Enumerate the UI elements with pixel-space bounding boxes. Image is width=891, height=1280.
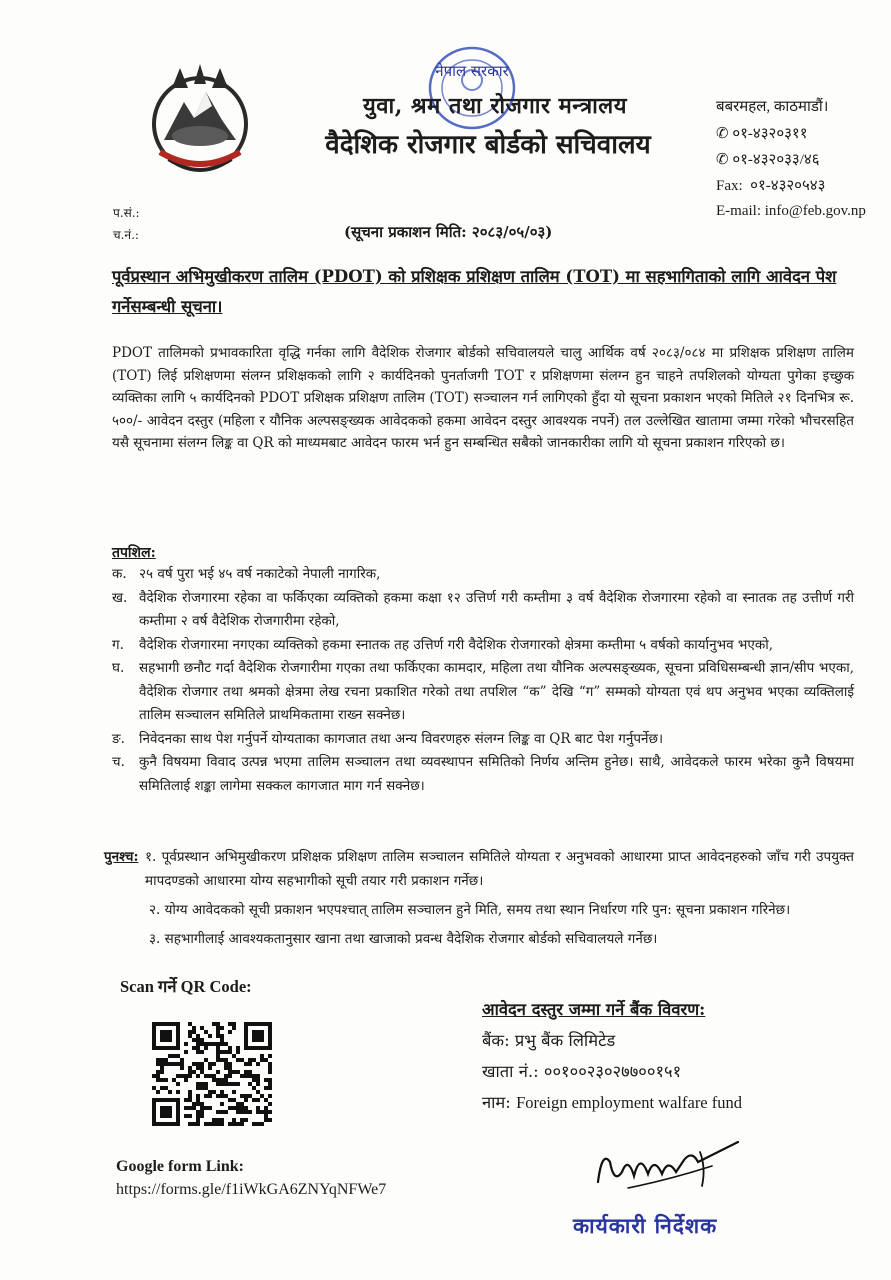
account-number: खाता नं.: ००१००२३०२७७००१५१ — [482, 1062, 682, 1081]
list-item: घ. सहभागी छनौट गर्दा वैदेशिक रोजगारीमा गएका तथा फर्किएका कामदार, महिला तथा यौनिक अल्पसङ्ख्यक, सूचना प्रविधिसम्बन्धी ज्ञान/सीप भएका, वैदेशिक रोजगार तथा श्रमको क्षेत्रमा लेख रचना प्रकाशित गरेको तथा तपशिल “क” देखि “ग” सम्मको योग्यता एवं थप अनुभव भएका व्यक्तिलाई तालिम सञ्चालन समितिले प्राथमिकतामा राख्न सक्नेछ। — [112, 660, 854, 723]
ref-pa: प.सं.: — [113, 206, 140, 220]
reference-numbers — [113, 202, 140, 246]
postscript-item-1: १. पूर्वप्रस्थान अभिमुखीकरण प्रशिक्षक प्रशिक्षण तालिम सञ्चालन समितिले योग्यता र अनुभवको आधारमा प्राप्त आवेदनहरुको जाँच गरी उपयुक्त मापदण्डको आधारमा योग्य सहभागीको सूची तयार गरी प्रकाशन गर्नेछ। — [145, 849, 854, 889]
designation: कार्यकारी निर्देशक — [573, 1213, 718, 1238]
signature — [588, 1132, 748, 1204]
secretariat-name: वैदेशिक रोजगार बोर्डको सचिवालय — [325, 130, 651, 160]
ministry-name: युवा, श्रम तथा रोजगार मन्त्रालय — [363, 93, 627, 119]
list-item: ङ. निवेदनका साथ पेश गर्नुपर्ने योग्यताका कागजात तथा अन्य विवरणहरु संलग्न लिङ्क वा QR बाट पेश गर्नुपर्नेछ। — [112, 730, 664, 747]
bank-details — [482, 994, 742, 1118]
account-name-label: नाम: — [482, 1093, 511, 1112]
postscript-label: पुनश्च: — [104, 849, 139, 865]
qr-code[interactable] — [147, 1022, 277, 1126]
stamp-text: नेपाल सरकार — [435, 62, 509, 80]
phone-icon: ✆ — [716, 150, 729, 168]
list-item: ग. वैदेशिक रोजगारमा नगएका व्यक्तिको हकमा स्नातक तह उत्तिर्ण गरी वैदेशिक रोजगारको क्षेत्रमा कम्तीमा ५ वर्षको कार्यानुभव भएको, — [112, 636, 773, 653]
account-name: Foreign employment walfare fund — [516, 1093, 743, 1112]
google-form-label: Google form Link: — [116, 1158, 244, 1175]
google-form — [116, 1155, 386, 1201]
postscript-item-2: २. योग्य आवेदकको सूची प्रकाशन भएपश्चात् तालिम सञ्चालन हुने मिति, समय तथा स्थान निर्धारण गरि पुन: सूचना प्रकाशन गरिनेछ। — [149, 902, 791, 918]
phone-2: ०१-४३२०३३/४६ — [732, 152, 820, 168]
contact-block — [716, 95, 866, 225]
fax-number: ०१-४३२०५४३ — [750, 177, 826, 194]
notice-body: PDOT तालिमको प्रभावकारिता वृद्धि गर्नका लागि वैदेशिक रोजगार बोर्डको सचिवालयले चालु आर्थिक वर्ष २०८३/०८४ मा प्रशिक्षक प्रशिक्षण तालिम (TOT) लिई प्रशिक्षणमा संलग्न प्रशिक्षकको लागि २ कार्यदिनको पुनर्ताजगी TOT र प्रशिक्षणमा संलग्न हुन चाहने तपशिलको योग्यता पुगेका इच्छुक व्यक्तिका लागि ५ कार्यदिनको PDOT प्रशिक्षक प्रशिक्षण तालिम (TOT) सञ्चालन गर्न लागिएको हुँदा यो सूचना प्रकाशन भएको मितिले २१ दिनभित्र रू. ५००/- आवेदन दस्तुर (महिला र यौनिक अल्पसङ्ख्यक आवेदकको हकमा आवेदन दस्तुर आवश्यक नपर्ने) तल उल्लेखित खातामा जम्मा गरेको भौचरसहित यसै सूचनामा संलग्न लिङ्क वा QR को माध्यमबाट आवेदन फारम भर्न हुन सम्बन्धित सबैको जानकारीका लागि यो सूचना प्रकाशन गरिएको छ। — [112, 345, 854, 451]
government-stamp — [408, 40, 536, 136]
publication-date: (सूचना प्रकाशन मिति: २०८३/०५/०३) — [344, 223, 553, 241]
list-item: च. कुनै विषयमा विवाद उत्पन्न भएमा तालिम सञ्चालन तथा व्यवस्थापन समितिको निर्णय अन्तिम हुनेछ। साथै, आवेदकले फारम भरेका कुनै विषयमा समितिलाई शङ्का लागेमा सक्कल कागजात माग गर्न सक्नेछ। — [112, 754, 854, 794]
phone-1: ०१-४३२०३११ — [732, 125, 808, 142]
bank-name: बैंक: प्रभु बैंक लिमिटेड — [482, 1031, 616, 1050]
postscript — [104, 845, 854, 951]
list-item: ख. वैदेशिक रोजगारमा रहेका वा फर्किएका व्यक्तिको हकमा कक्षा १२ उत्तिर्ण गरी कम्तीमा ३ वर्ष वैदेशिक रोजगारमा रहेको वा स्नातक तह उत्तीर्ण गरी कम्तीमा २ वर्ष वैदेशिक रोजगारीमा रहेको, — [112, 589, 854, 629]
ref-cha: च.नं.: — [113, 228, 139, 242]
nepal-government-emblem — [150, 62, 250, 180]
postscript-item-3: ३. सहभागीलाई आवश्यकतानुसार खाना तथा खाजाको प्रवन्ध वैदेशिक रोजगार बोर्डको सचिवालयले गर्नेछ। — [149, 931, 658, 947]
google-form-url[interactable]: https://forms.gle/f1iWkGA6ZNYqNFWe7 — [116, 1181, 387, 1198]
qr-label: Scan गर्ने QR Code: — [120, 977, 252, 996]
email-label: E-mail: — [716, 203, 761, 219]
address: बबरमहल, काठमाडौं। — [716, 99, 829, 115]
email-address: info@feb.gov.np — [764, 203, 866, 219]
notice-subject: पूर्वप्रस्थान अभिमुखीकरण तालिम (PDOT) को प्रशिक्षक प्रशिक्षण तालिम (TOT) मा सहभागिताको लागि आवेदन पेश गर्नेसम्बन्धी सूचना। — [112, 267, 837, 316]
fax-label: Fax: — [716, 177, 743, 194]
list-item: क. २५ वर्ष पुरा भई ४५ वर्ष नकाटेको नेपाली नागरिक, — [112, 566, 381, 582]
phone-icon: ✆ — [716, 123, 729, 142]
eligibility-list — [112, 563, 854, 798]
bank-heading: आवेदन दस्तुर जम्मा गर्ने बैंक विवरण: — [482, 1000, 706, 1019]
tapasil-heading: तपशिल: — [112, 545, 156, 561]
